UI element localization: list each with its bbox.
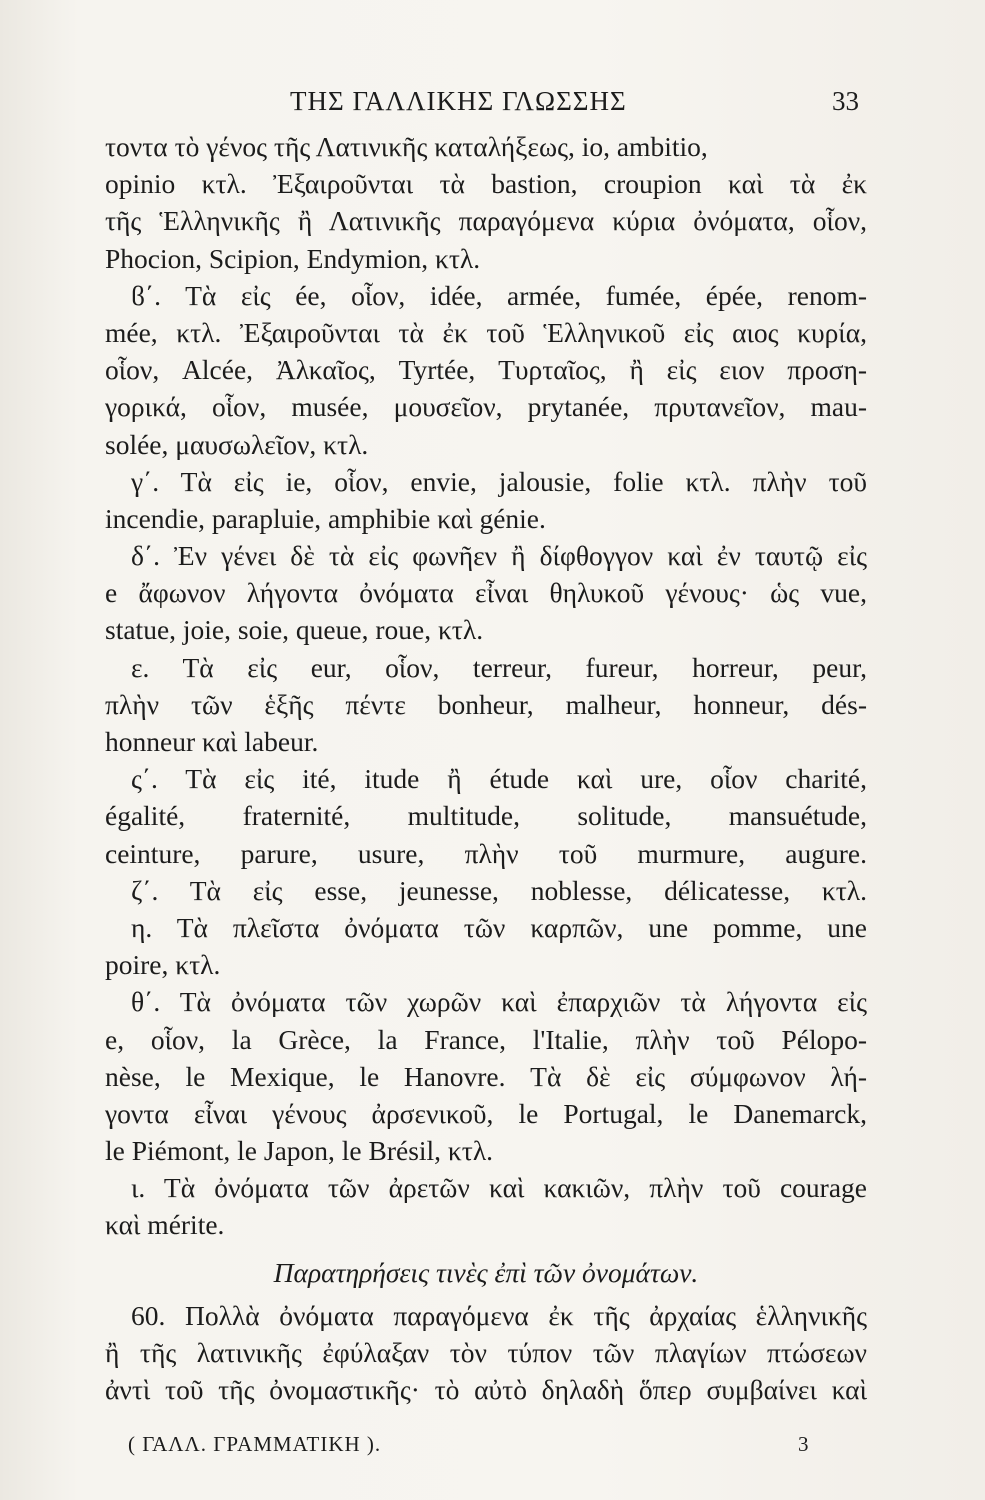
text-line: ε. Τὰ εἰς eur, οἷον, terreur, fureur, horreur, peur, bbox=[131, 651, 867, 683]
section-heading: Παρατηρήσεις τινὲς ἐπὶ τῶν ὀνομάτων. bbox=[273, 1256, 699, 1288]
text-line: τῆς Ἑλληνικῆς ἢ Λατινικῆς παραγόμενα κύρια ὀνόματα, οἷον, bbox=[105, 205, 867, 237]
running-head bbox=[0, 86, 985, 126]
running-title: ΤΗΣ ΓΑΛΛΙΚΗΣ ΓΛΩΣΣΗΣ bbox=[290, 86, 627, 116]
text-line: δ΄. Ἐν γένει δὲ τὰ εἰς φωνῆεν ἢ δίφθογγον καὶ ἐν ταυτῷ εἰς bbox=[131, 540, 867, 572]
text-line: poire, κτλ. bbox=[105, 949, 221, 981]
text-line: οἷον, Alcée, Ἀλκαῖος, Tyrtée, Τυρταῖος, ἢ εἰς ειον προση- bbox=[105, 354, 867, 386]
text-line: égalité, fraternité, multitude, solitude, mansuétude, bbox=[105, 800, 867, 832]
text-line: le Piémont, le Japon, le Brésil, κτλ. bbox=[105, 1135, 494, 1167]
text-line: γ΄. Τὰ εἰς ie, οἷον, envie, jalousie, folie κτλ. πλὴν τοῦ bbox=[131, 465, 867, 497]
text-line: incendie, parapluie, amphibie καὶ génie. bbox=[105, 502, 546, 534]
text-line: solée, μαυσωλεῖον, κτλ. bbox=[105, 428, 369, 460]
text-line: θ΄. Τὰ ὀνόματα τῶν χωρῶν καὶ ἐπαρχιῶν τὰ λήγοντα εἰς bbox=[131, 986, 867, 1018]
text-line: ἀντὶ τοῦ τῆς ὀνομαστικῆς· τὸ αὐτὸ δηλαδὴ ὅπερ συμβαίνει καὶ bbox=[105, 1374, 867, 1406]
text-line: γορικά, οἷον, musée, μουσεῖον, prytanée, πρυτανεῖον, mau- bbox=[105, 391, 867, 423]
text-line: mée, κτλ. Ἐξαιροῦνται τὰ ἐκ τοῦ Ἑλληνικοῦ εἰς αιος κυρία, bbox=[105, 316, 867, 348]
text-line: ι. Τὰ ὀνόματα τῶν ἀρετῶν καὶ κακιῶν, πλὴν τοῦ courage bbox=[131, 1172, 867, 1204]
page-footer bbox=[0, 1432, 985, 1468]
text-line: ζ΄. Τὰ εἰς esse, jeunesse, noblesse, délicatesse, κτλ. bbox=[131, 874, 867, 906]
page-number: 33 bbox=[832, 86, 859, 116]
text-line: honneur καὶ labeur. bbox=[105, 726, 319, 757]
text-line: Phocion, Scipion, Endymion, κτλ. bbox=[105, 242, 481, 274]
text-line: η. Τὰ πλεῖστα ὀνόματα τῶν καρπῶν, une pomme, une bbox=[131, 911, 867, 943]
text-line: ἢ τῆς λατινικῆς ἐφύλαξαν τὸν τύπον τῶν πλαγίων πτώσεων bbox=[105, 1337, 867, 1368]
signature-mark: ( ΓΑΛΛ. ΓΡΑΜΜΑΤΙΚΗ ). bbox=[128, 1432, 382, 1456]
text-line: opinio κτλ. Ἐξαιροῦνται τὰ bastion, croupion καὶ τὰ ἐκ bbox=[105, 168, 867, 200]
text-line: 60. Πολλὰ ὀνόματα παραγόμενα ἐκ τῆς ἀρχαίας ἑλληνικῆς bbox=[131, 1299, 867, 1331]
text-line: ς΄. Τὰ εἰς ité, itude ἢ étude καὶ ure, οἷον charité, bbox=[131, 763, 867, 795]
text-line: γοντα εἶναι γένους ἀρσενικοῦ, le Portugal, le Danemarck, bbox=[105, 1097, 867, 1129]
sheet-number: 3 bbox=[798, 1432, 809, 1456]
text-line: ϐ΄. Τὰ εἰς ée, οἷον, idée, armée, fumée, épée, renom- bbox=[131, 279, 867, 311]
text-line: statue, joie, soie, queue, roue, κτλ. bbox=[105, 614, 484, 646]
text-line: τοντα τὸ γένος τῆς Λατινικῆς καταλήξεως, io, ambitio, bbox=[105, 131, 708, 162]
text-line: πλὴν τῶν ἑξῆς πέντε bonheur, malheur, honneur, dés- bbox=[105, 688, 867, 720]
text-line: e, οἷον, la Grèce, la France, l'Italie, πλὴν τοῦ Pélopo- bbox=[105, 1023, 867, 1055]
text-line: ceinture, parure, usure, πλὴν τοῦ murmure, augure. bbox=[105, 837, 867, 869]
text-line: καὶ mérite. bbox=[105, 1209, 225, 1241]
text-line: nèse, le Mexique, le Hanovre. Τὰ δὲ εἰς σύμφωνον λή- bbox=[105, 1060, 867, 1092]
body-text bbox=[105, 128, 867, 1408]
text-line: e ἄφωνον λήγοντα ὀνόματα εἶναι θηλυκοῦ γένους· ὡς vue, bbox=[105, 577, 867, 609]
